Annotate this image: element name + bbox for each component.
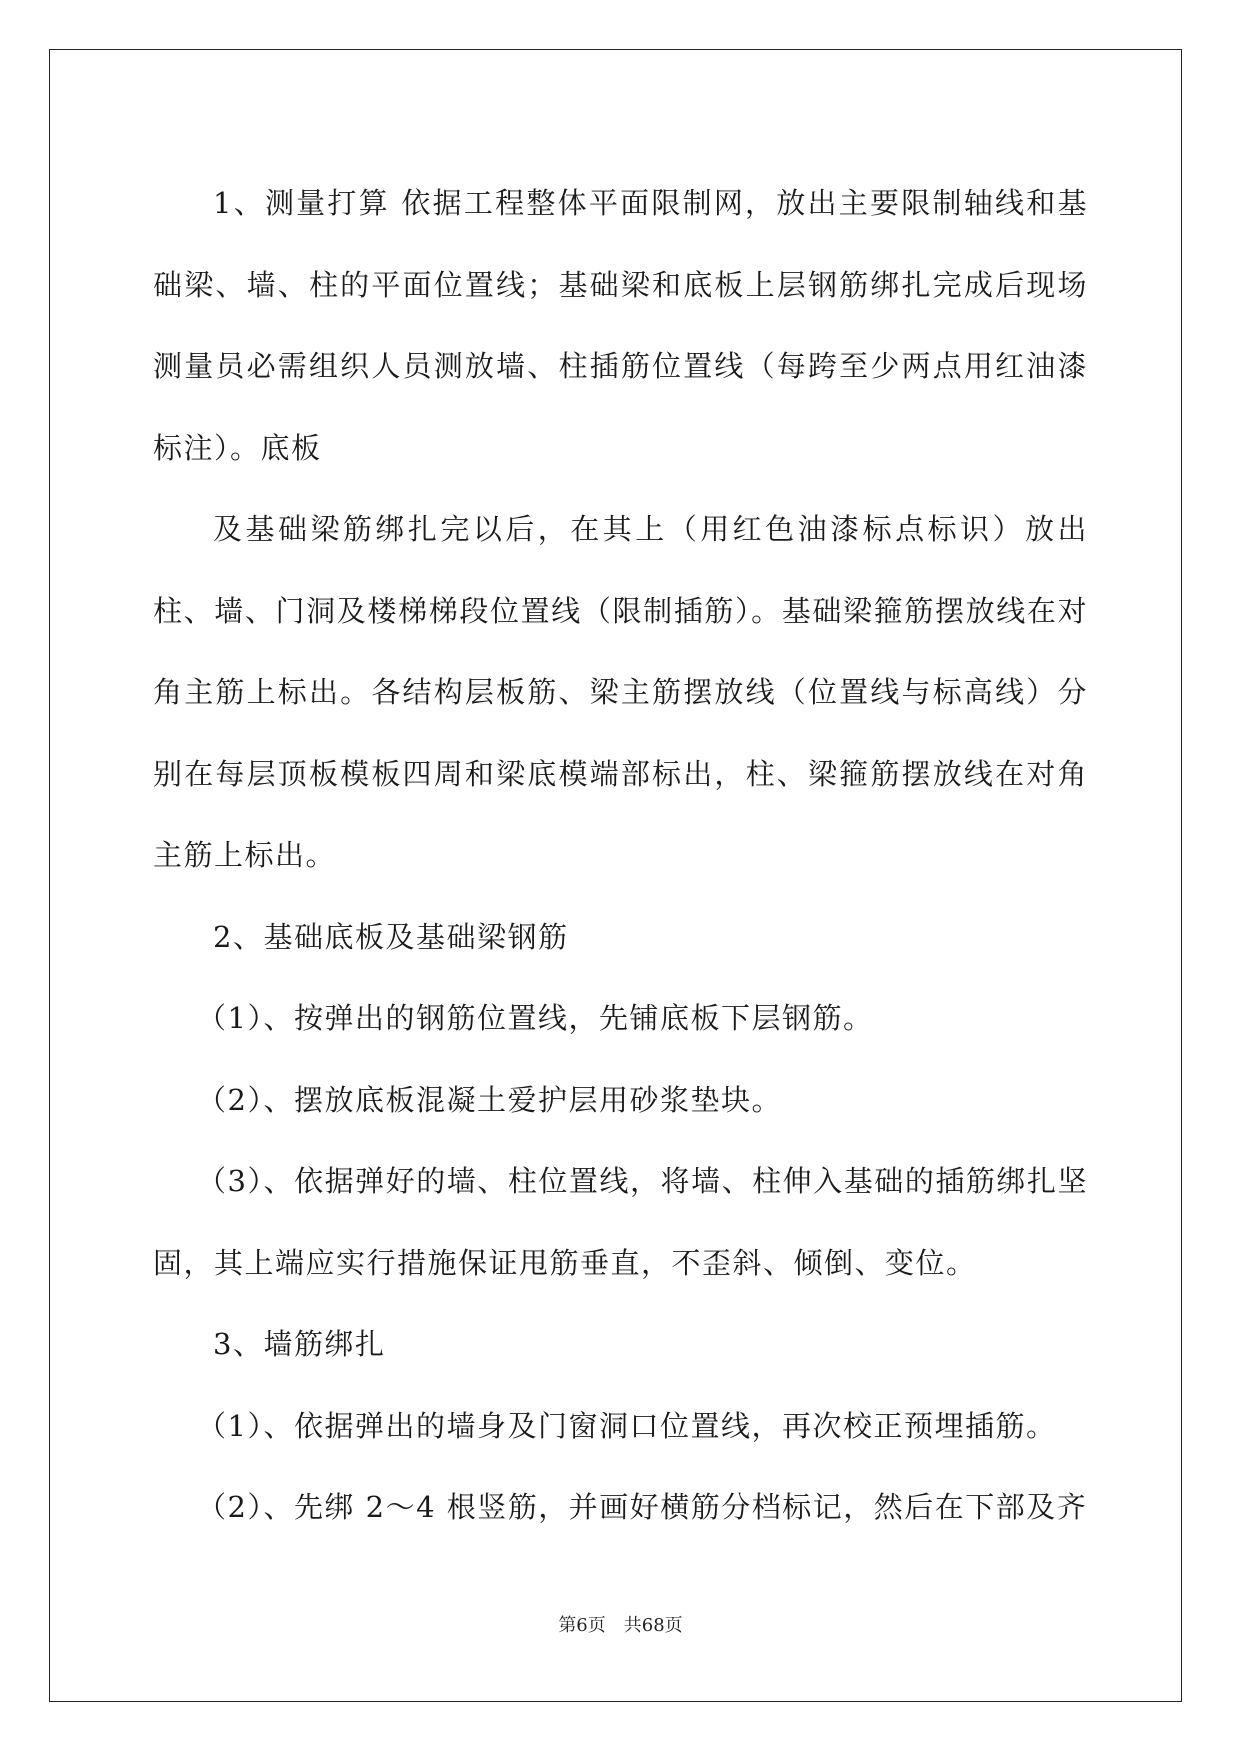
paragraph-survey-setup: 1、测量打算 依据工程整体平面限制网，放出主要限制轴线和基础梁、墙、柱的平面位置线；基础梁和底板上层钢筋绑扎完成后现场测量员必需组织人员测放墙、柱插筋位置线（每跨至少两点用红油漆标注）。底板 xyxy=(153,186,1088,465)
list-item-wall-step-2: （2）、先绑 2～4 根竖筋，并画好横筋分档标记，然后在下部及齐 xyxy=(197,1490,1088,1524)
paragraph-layout-lines: 及基础梁筋绑扎完以后，在其上（用红色油漆标点标识）放出柱、墙、门洞及楼梯梯段位置线（限制插筋）。基础梁箍筋摆放线在对角主筋上标出。各结构层板筋、梁主筋摆放线（位置线与标高线）分别在每层顶板模板四周和梁底模端部标出，柱、梁箍筋摆放线在对角主筋上标出。 xyxy=(153,512,1088,872)
section-heading-wall-rebar: 3、墙筋绑扎 xyxy=(213,1327,386,1361)
document-body xyxy=(153,163,1088,1549)
list-item-step-3: （3）、依据弹好的墙、柱位置线，将墙、柱伸入基础的插筋绑扎坚固，其上端应实行措施保证甩筋垂直，不歪斜、倾倒、变位。 xyxy=(153,1164,1088,1280)
list-item-wall-step-1: （1）、依据弹出的墙身及门窗洞口位置线，再次校正预埋插筋。 xyxy=(197,1408,1057,1443)
list-item-step-1: （1）、按弹出的钢筋位置线，先铺底板下层钢筋。 xyxy=(197,1001,874,1035)
section-heading-foundation-rebar: 2、基础底板及基础梁钢筋 xyxy=(213,919,569,954)
page-number: 第6页 xyxy=(558,1615,606,1636)
page-total: 共68页 xyxy=(623,1615,683,1636)
list-item-step-2: （2）、摆放底板混凝土爱护层用砂浆垫块。 xyxy=(197,1082,782,1117)
page-footer xyxy=(0,1611,1241,1637)
